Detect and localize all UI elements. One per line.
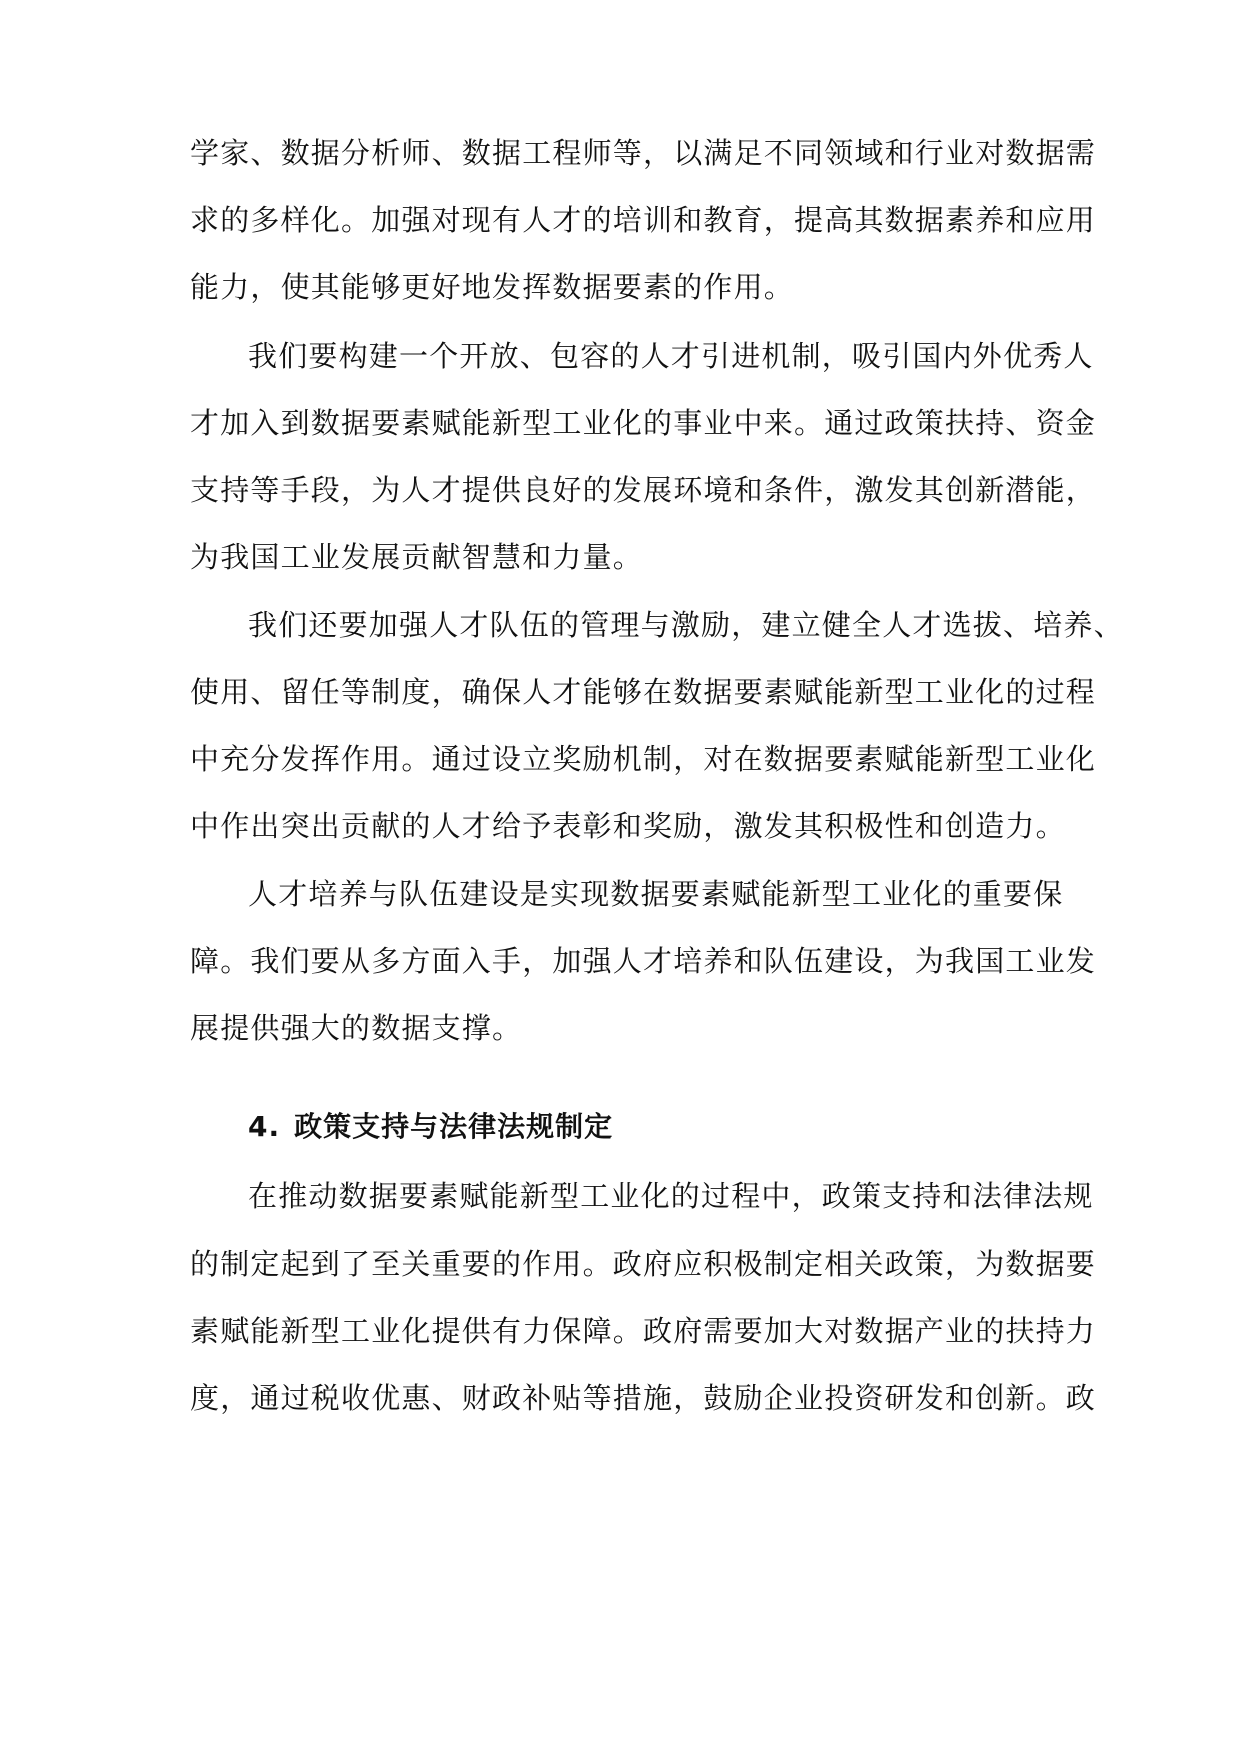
section-paragraph-line-1: 在推动数据要素赋能新型工业化的过程中，政策支持和法律法规 xyxy=(248,1179,1094,1213)
paragraph-1-line-3: 能力，使其能够更好地发挥数据要素的作用。 xyxy=(190,270,795,304)
section-title: 政策支持与法律法规制定 xyxy=(294,1110,614,1143)
paragraph-2-line-4: 为我国工业发展贡献智慧和力量。 xyxy=(190,540,644,574)
paragraph-4-line-2: 障。我们要从多方面入手，加强人才培养和队伍建设，为我国工业发 xyxy=(190,944,1097,978)
paragraph-4-line-1: 人才培养与队伍建设是实现数据要素赋能新型工业化的重要保 xyxy=(248,877,1064,911)
section-heading xyxy=(248,1107,613,1147)
paragraph-1-line-2: 求的多样化。加强对现有人才的培训和教育，提高其数据素养和应用 xyxy=(190,203,1097,237)
paragraph-3-line-4: 中作出突出贡献的人才给予表彰和奖励，激发其积极性和创造力。 xyxy=(190,809,1066,843)
paragraph-4-line-3: 展提供强大的数据支撑。 xyxy=(190,1011,523,1045)
section-number: 4. xyxy=(248,1110,281,1143)
paragraph-2-line-1: 我们要构建一个开放、包容的人才引进机制，吸引国内外优秀人 xyxy=(248,339,1094,373)
paragraph-3-line-2: 使用、留任等制度，确保人才能够在数据要素赋能新型工业化的过程 xyxy=(190,675,1097,709)
paragraph-1-line-1: 学家、数据分析师、数据工程师等，以满足不同领域和行业对数据需 xyxy=(190,136,1097,170)
paragraph-2-line-2: 才加入到数据要素赋能新型工业化的事业中来。通过政策扶持、资金 xyxy=(190,406,1097,440)
paragraph-3-line-3: 中充分发挥作用。通过设立奖励机制，对在数据要素赋能新型工业化 xyxy=(190,742,1097,776)
section-paragraph-line-3: 素赋能新型工业化提供有力保障。政府需要加大对数据产业的扶持力 xyxy=(190,1314,1097,1348)
paragraph-2-line-3: 支持等手段，为人才提供良好的发展环境和条件，激发其创新潜能， xyxy=(190,473,1097,507)
section-paragraph-line-2: 的制定起到了至关重要的作用。政府应积极制定相关政策，为数据要 xyxy=(190,1247,1097,1281)
paragraph-3-line-1: 我们还要加强人才队伍的管理与激励，建立健全人才选拔、培养、 xyxy=(248,608,1124,642)
section-paragraph-line-4: 度，通过税收优惠、财政补贴等措施，鼓励企业投资研发和创新。政 xyxy=(190,1381,1097,1415)
